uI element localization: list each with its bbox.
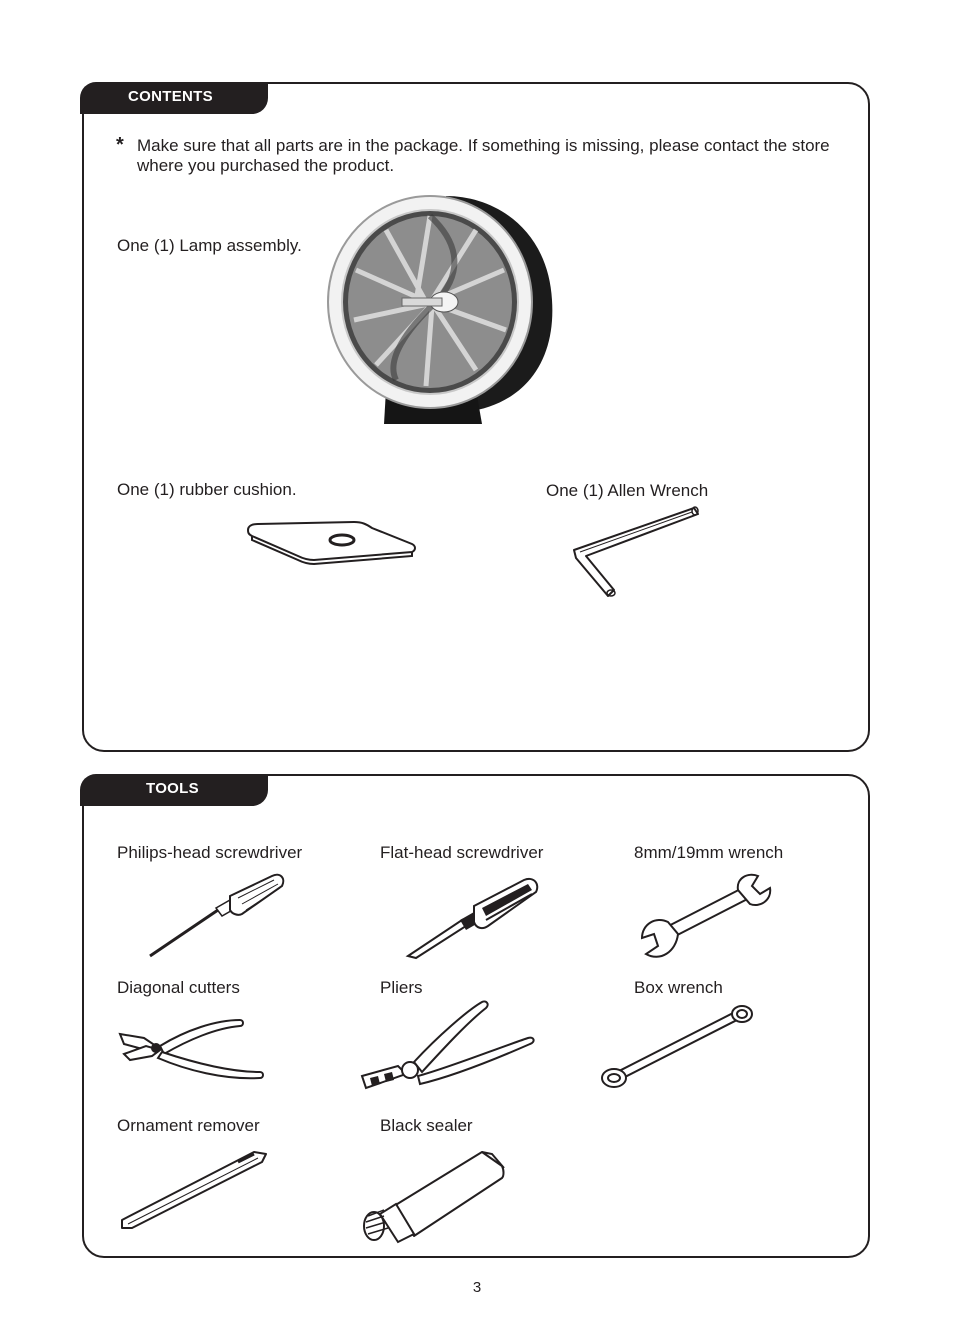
lamp-assembly-label: One (1) Lamp assembly. bbox=[117, 236, 302, 255]
pliers-label: Pliers bbox=[380, 978, 423, 997]
allen-wrench-label: One (1) Allen Wrench bbox=[546, 481, 709, 500]
lamp-assembly-icon bbox=[326, 190, 556, 426]
open-end-wrench-label: 8mm/19mm wrench bbox=[634, 843, 784, 862]
pliers-icon bbox=[358, 996, 536, 1100]
flat-screwdriver-icon bbox=[404, 876, 540, 962]
contents-note: Make sure that all parts are in the package. If something is missing, please contact the store where you purchased the product. bbox=[137, 136, 830, 175]
phillips-screwdriver-icon bbox=[146, 870, 288, 962]
phillips-screwdriver-label: Philips-head screwdriver bbox=[117, 843, 303, 862]
diagonal-cutters-label: Diagonal cutters bbox=[117, 978, 240, 997]
rubber-cushion-icon bbox=[244, 518, 420, 566]
contents-section-tab: CONTENTS bbox=[80, 82, 268, 114]
open-end-wrench-icon bbox=[640, 872, 774, 962]
black-sealer-label: Black sealer bbox=[380, 1116, 473, 1135]
sealer-tube-icon bbox=[354, 1144, 508, 1244]
flat-screwdriver-label: Flat-head screwdriver bbox=[380, 843, 544, 862]
page-number: 3 bbox=[472, 1279, 482, 1296]
diagonal-cutters-icon bbox=[116, 1010, 268, 1086]
box-wrench-icon bbox=[600, 1000, 756, 1090]
box-wrench-label: Box wrench bbox=[634, 978, 723, 997]
ornament-remover-label: Ornament remover bbox=[117, 1116, 260, 1135]
ornament-remover-icon bbox=[118, 1148, 268, 1232]
rubber-cushion-label: One (1) rubber cushion. bbox=[117, 480, 297, 499]
allen-wrench-icon bbox=[566, 502, 706, 604]
tools-section-tab: TOOLS bbox=[80, 774, 268, 806]
note-asterisk: * bbox=[116, 134, 124, 156]
